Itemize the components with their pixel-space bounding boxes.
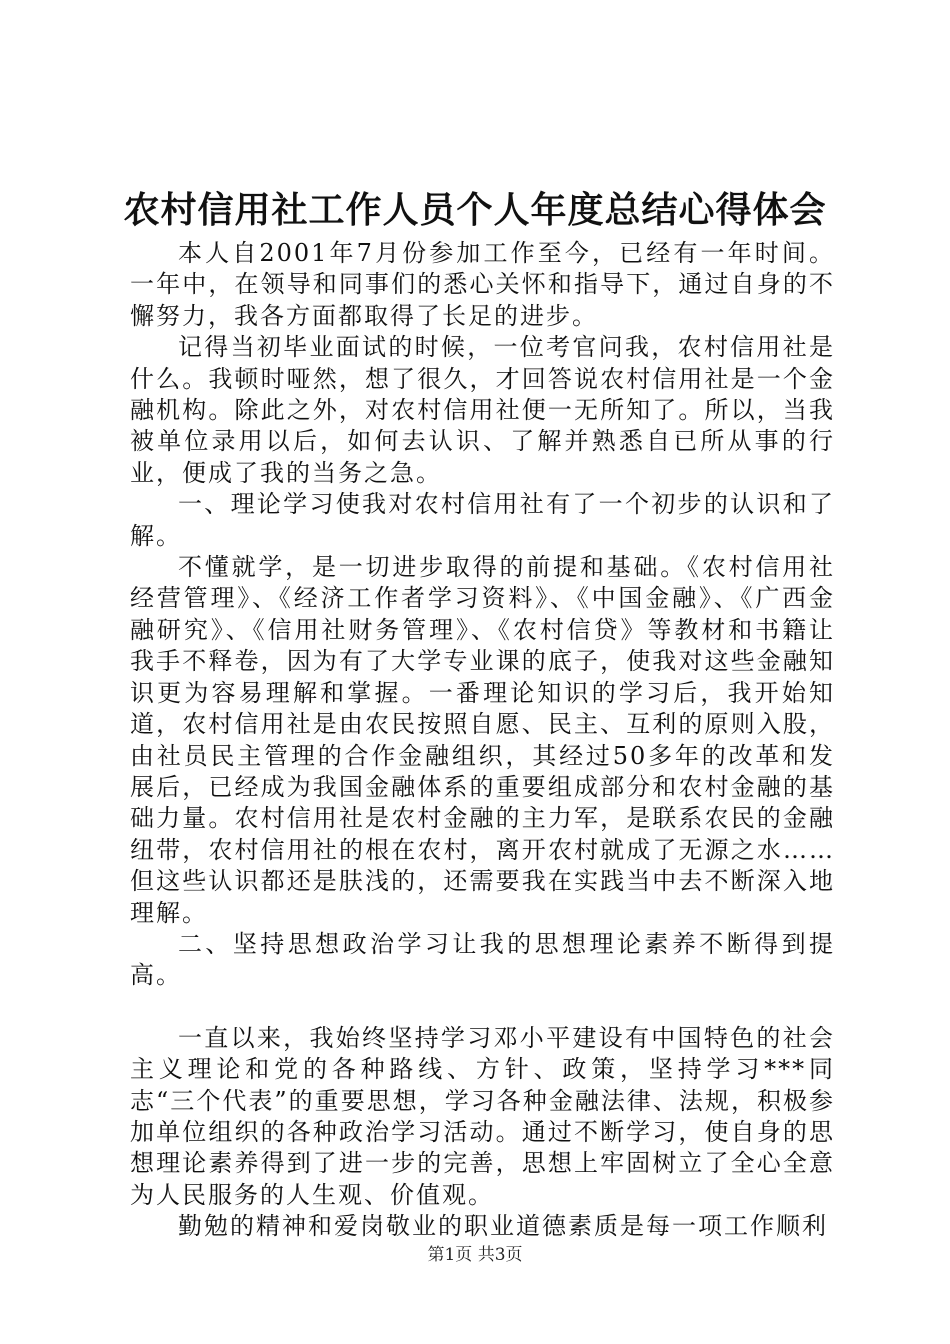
- document-title: 农村信用社工作人员个人年度总结心得体会: [123, 189, 827, 231]
- paragraph-theory-study: 不懂就学，是一切进步取得的前提和基础。《农村信用社经营管理》、《经济工作者学习资料》、《中国金融》、《广西金融研究》、《信用社财务管理》、《农村信贷》等教材和书籍让我手不释卷，因为有了大学专业课的底子，使我对这些金融知识更为容易理解和掌握。一番理论知识的学习后，我开始知道，农村信用社是由农民按照自愿、民主、互利的原则入股，由社员民主管理的合作金融组织，其经过50多年的改革和发展后，已经成为我国金融体系的重要组成部分和农村金融的基础力量。农村信用社是农村金融的主力军，是联系农民的金融纽带，农村信用社的根在农村，离开农村就成了无源之水……但这些认识都还是肤浅的，还需要我在实践当中去不断深入地理解。: [130, 553, 835, 927]
- page-number: 第1页 共3页: [427, 1245, 523, 1265]
- paragraph-intro: 本人自2001年7月份参加工作至今，已经有一年时间。一年中，在领导和同事们的悉心关怀和指导下，通过自身的不懈努力，我各方面都取得了长足的进步。: [130, 239, 835, 330]
- paragraph-interview: 记得当初毕业面试的时候，一位考官问我，农村信用社是什么。我顿时哑然，想了很久，才回答说农村信用社是一个金融机构。除此之外，对农村信用社便一无所知了。所以，当我被单位录用以后，如何去认识、了解并熟悉自已所从事的行业，便成了我的当务之急。: [130, 333, 835, 487]
- paragraph-diligence: 勤勉的精神和爱岗敬业的职业道德素质是每一项工作顺利: [178, 1212, 828, 1241]
- section-heading-two: 二、坚持思想政治学习让我的思想理论素养不断得到提高。: [130, 929, 835, 990]
- document-body: [130, 238, 835, 1243]
- section-heading-one: 一、理论学习使我对农村信用社有了一个初步的认识和了解。: [130, 490, 835, 550]
- paragraph-political-study: 一直以来，我始终坚持学习邓小平建设有中国特色的社会主义理论和党的各种路线、方针、政策，坚持学习***同志“三个代表”的重要思想，学习各种金融法律、法规，积极参加单位组织的各种政治学习活动。通过不断学习，使自身的思想理论素养得到了进一步的完善，思想上牢固树立了全心全意为人民服务的人生观、价值观。: [130, 1023, 835, 1209]
